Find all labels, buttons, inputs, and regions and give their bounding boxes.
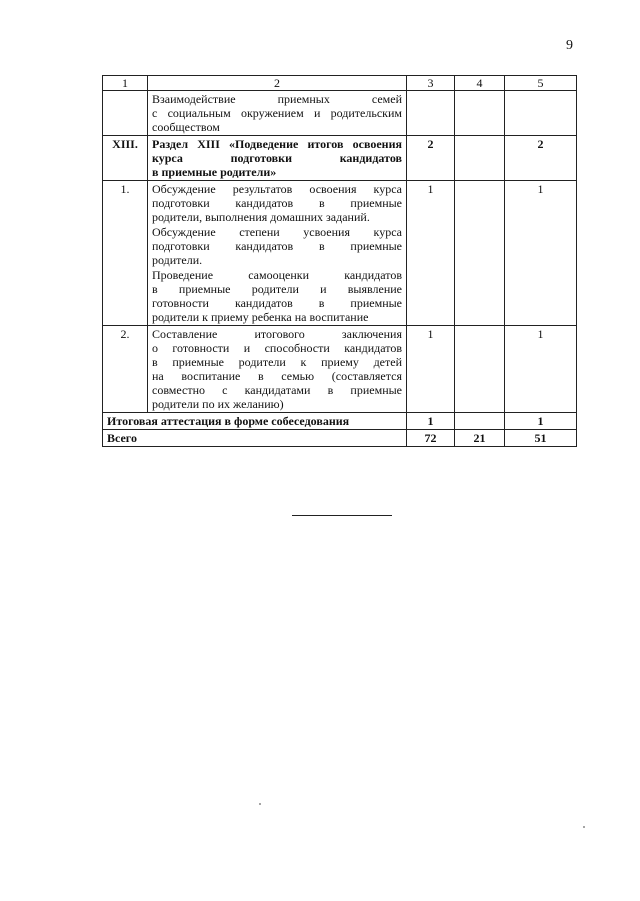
total-theory: 21: [455, 430, 505, 447]
row-text: [148, 181, 407, 326]
text-line: сообществом: [152, 120, 220, 134]
hours-total: 1: [407, 413, 455, 430]
total-row: [103, 430, 577, 447]
text-line: Раздел XIII «Подведение итогов освоения: [152, 137, 402, 151]
section-title: [148, 136, 407, 181]
closing-rule: [292, 515, 392, 516]
text-line: на воспитание в семью (составляется: [152, 369, 402, 383]
section-number: XIII.: [103, 136, 148, 181]
text-line: в приемные родители»: [152, 165, 277, 179]
text-line: в приемные родители и выявление: [152, 282, 402, 296]
attestation-row: [103, 413, 577, 430]
text-line: совместно с кандидатами в приемные: [152, 383, 402, 397]
attestation-label: Итоговая аттестация в форме собеседования: [103, 413, 407, 430]
text-line: Составление итогового заключения: [152, 327, 402, 341]
text-line: подготовки кандидатов в приемные: [152, 196, 402, 210]
paragraph: [152, 182, 402, 224]
hours-theory: [455, 413, 505, 430]
total-label: Всего: [103, 430, 407, 447]
table-header-row: [103, 76, 577, 91]
hours-theory: [455, 91, 505, 136]
header-cell-2: 2: [148, 76, 407, 91]
text-line: родители, выполнения домашних заданий.: [152, 210, 370, 224]
hours-total: 2: [407, 136, 455, 181]
header-cell-3: 3: [407, 76, 455, 91]
text-line: Взаимодействие приемных семей: [152, 92, 402, 106]
row-number: [103, 91, 148, 136]
hours-total: 1: [407, 326, 455, 413]
text-line: готовности кандидатов в приемные: [152, 296, 402, 310]
text-line: родители.: [152, 253, 203, 267]
text-line: о готовности и способности кандидатов: [152, 341, 402, 355]
table-row: [103, 91, 577, 136]
header-cell-1: 1: [103, 76, 148, 91]
header-cell-4: 4: [455, 76, 505, 91]
text-line: родители к приему ребенка на воспитание: [152, 310, 369, 324]
text-line: родители по их желанию): [152, 397, 284, 411]
total-hours: 72: [407, 430, 455, 447]
hours-practice: [505, 91, 577, 136]
hours-theory: [455, 326, 505, 413]
hours-practice: 1: [505, 413, 577, 430]
hours-practice: 1: [505, 181, 577, 326]
scan-speck: [583, 826, 585, 828]
hours-total: [407, 91, 455, 136]
text-line: Обсуждение степени усвоения курса: [152, 225, 402, 239]
table-row: [103, 326, 577, 413]
total-practice: 51: [505, 430, 577, 447]
row-text: [148, 326, 407, 413]
table-row: [103, 181, 577, 326]
hours-total: 1: [407, 181, 455, 326]
hours-theory: [455, 136, 505, 181]
hours-practice: 1: [505, 326, 577, 413]
scan-speck: [259, 803, 261, 805]
hours-theory: [455, 181, 505, 326]
text-line: подготовки кандидатов в приемные: [152, 239, 402, 253]
text-line: курса подготовки кандидатов: [152, 151, 402, 165]
row-text: [148, 91, 407, 136]
header-cell-5: 5: [505, 76, 577, 91]
hours-practice: 2: [505, 136, 577, 181]
section-row: [103, 136, 577, 181]
curriculum-table: [102, 75, 577, 447]
text-line: в приемные родители к приему детей: [152, 355, 402, 369]
row-number: 1.: [103, 181, 148, 326]
paragraph: [152, 268, 402, 324]
row-number: 2.: [103, 326, 148, 413]
text-line: Обсуждение результатов освоения курса: [152, 182, 402, 196]
text-line: с социальным окружением и родительским: [152, 106, 402, 120]
text-line: Проведение самооценки кандидатов: [152, 268, 402, 282]
page-number: 9: [566, 38, 573, 53]
paragraph: [152, 225, 402, 267]
